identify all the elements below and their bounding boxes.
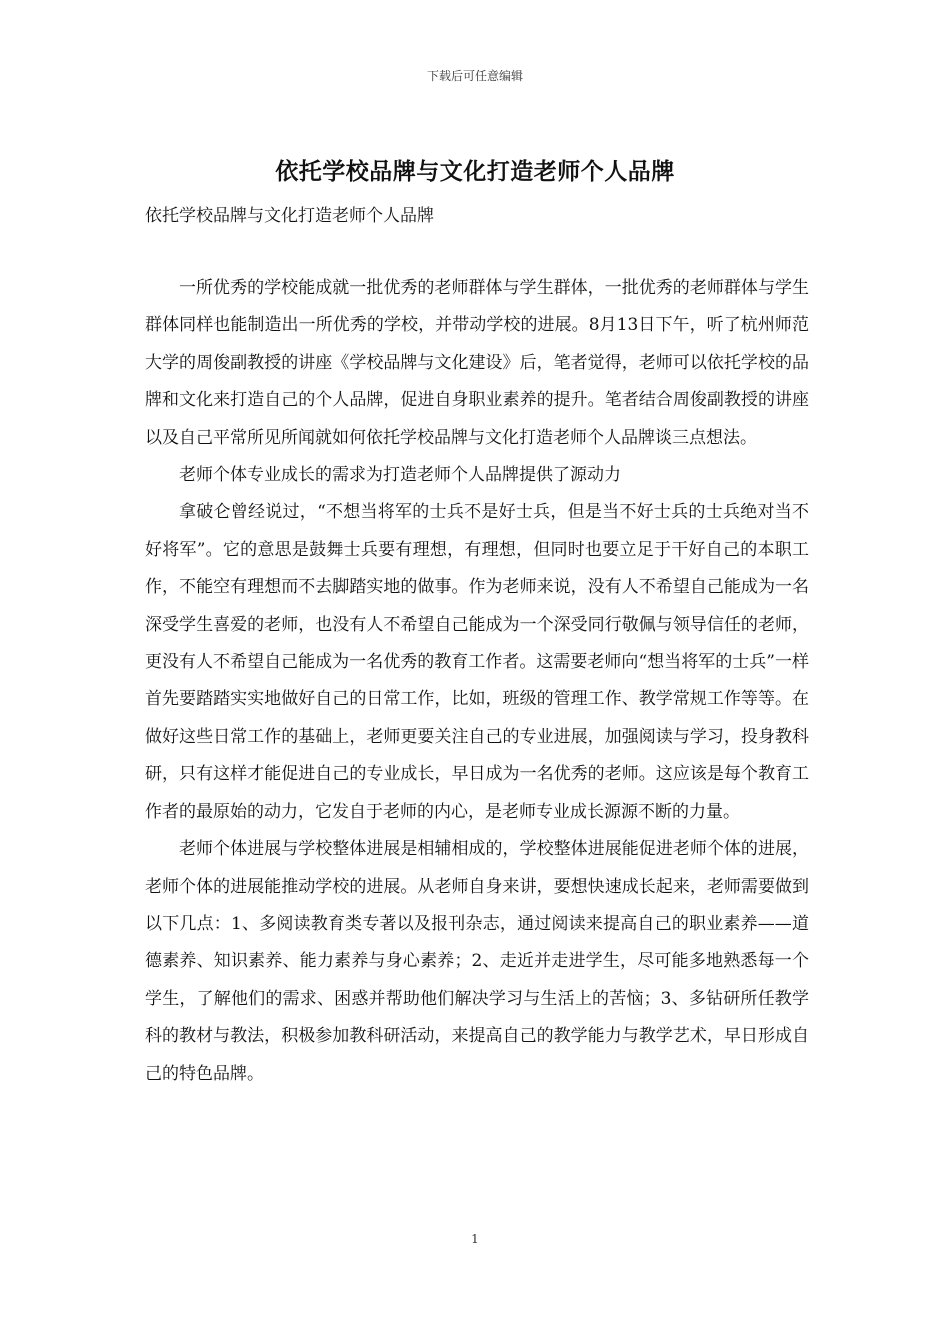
document-title: 依托学校品牌与文化打造老师个人品牌 [275, 158, 675, 185]
page-header-note: 下载后可任意编辑 [426, 69, 523, 83]
section-heading: 老师个体专业成长的需求为打造老师个人品牌提供了源动力 [179, 465, 621, 486]
page-number: 1 [471, 1232, 479, 1246]
body-paragraph: 拿破仑曾经说过，“不想当将军的士兵不是好士兵，但是当不好士兵的士兵绝对当不好将军”。它的意思是鼓舞士兵要有理想，有理想，但同时也要立足于干好自己的本职工作，不能空有理想而不去脚踏实地的做事。作为老师来说，没有人不希望自己能成为一名深受学生喜爱的老师，也没有人不希望自己能成为一个深受同行敬佩与领导信任的老师，更没有人不希望自己能成为一名优秀的教育工作者。这需要老师向“想当将军的士兵”一样首先要踏踏实实地做好自己的日常工作，比如，班级的管理工作、教学常规工作等等。在做好这些日常工作的基础上，老师更要关注自己的专业进展，加强阅读与学习，投身教科研，只有这样才能促进自己的专业成长，早日成为一名优秀的老师。这应该是每个教育工作者的最原始的动力，它发自于老师的内心，是老师专业成长源源不断的力量。 [145, 502, 809, 822]
body-paragraph: 一所优秀的学校能成就一批优秀的老师群体与学生群体，一批优秀的老师群体与学生群体同样也能制造出一所优秀的学校，并带动学校的进展。8月13日下午，听了杭州师范大学的周俊副教授的讲座《学校品牌与文化建设》后，笔者觉得，老师可以依托学校的品牌和文化来打造自己的个人品牌，促进自身职业素养的提升。笔者结合周俊副教授的讲座以及自己平常所见所闻就如何依托学校品牌与文化打造老师个人品牌谈三点想法。 [145, 278, 809, 448]
document-body [145, 270, 809, 1093]
body-paragraph: 老师个体进展与学校整体进展是相辅相成的，学校整体进展能促进老师个体的进展，老师个体的进展能推动学校的进展。从老师自身来讲，要想快速成长起来，老师需要做到以下几点：1、多阅读教育类专著以及报刊杂志，通过阅读来提高自己的职业素养——道德素养、知识素养、能力素养与身心素养；2、走近并走进学生，尽可能多地熟悉每一个学生，了解他们的需求、困惑并帮助他们解决学习与生活上的苦恼；3、多钻研所任教学科的教材与教法，积极参加教科研活动，来提高自己的教学能力与教学艺术，早日形成自己的特色品牌。 [145, 839, 809, 1084]
document-subtitle: 依托学校品牌与文化打造老师个人品牌 [145, 206, 434, 226]
